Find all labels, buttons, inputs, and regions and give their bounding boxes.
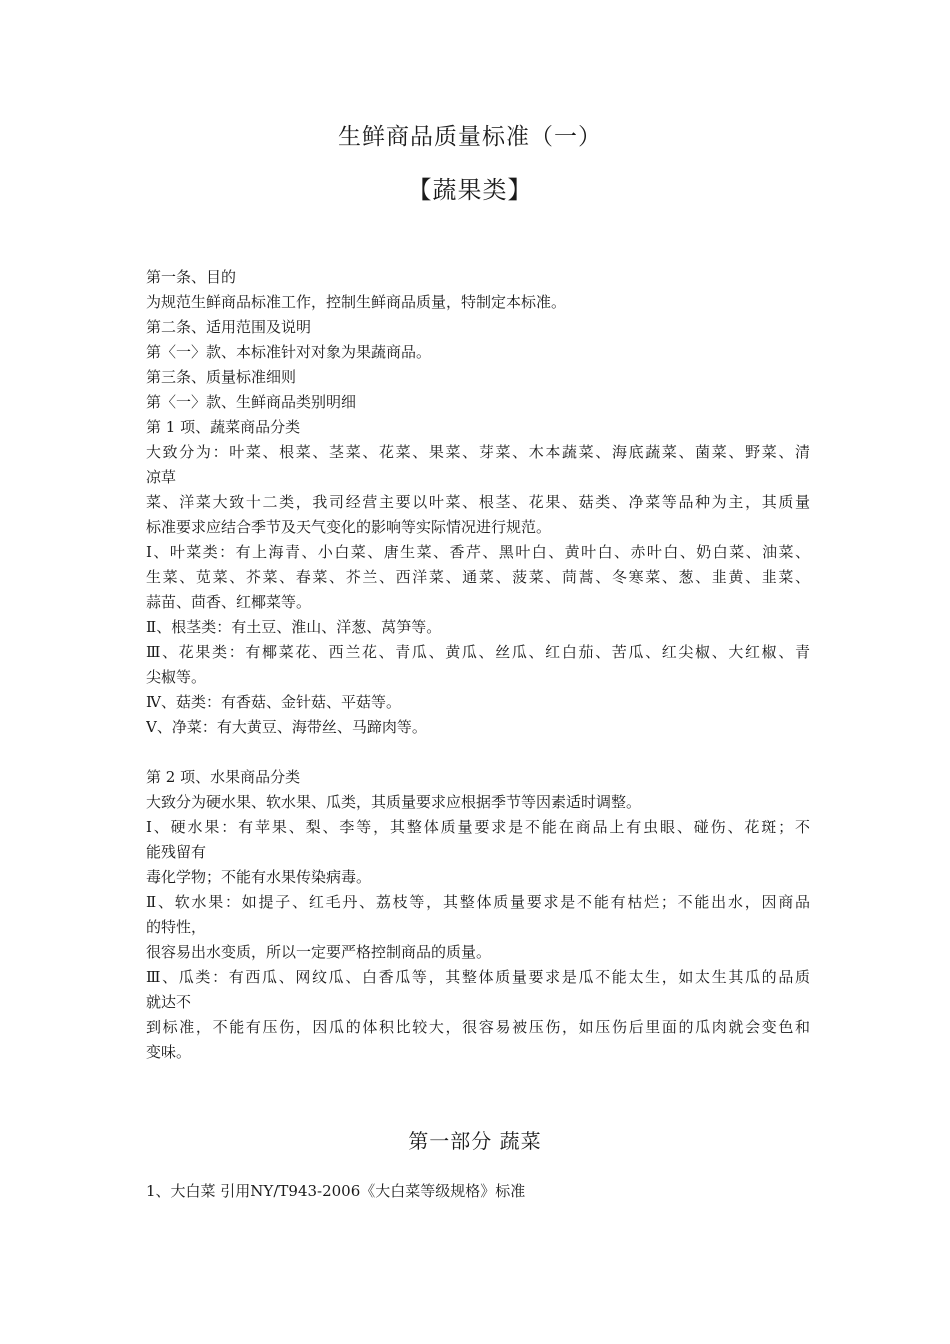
body-line: 毒化学物；不能有水果传染病毒。 (146, 868, 372, 886)
body-line: 第 2 项、水果商品分类 (146, 768, 301, 786)
document-title: 生鲜商品质量标准（一） (338, 124, 602, 150)
body-line: Ⅲ、瓜类：有西瓜、网纹瓜、白香瓜等，其整体质量要求是瓜不能太生，如太生其瓜的品质 (146, 968, 810, 986)
body-line: 菜、洋菜大致十二类，我司经营主要以叶菜、根茎、花果、菇类、净菜等品种为主，其质量 (146, 493, 810, 511)
body-line: 第一条、目的 (146, 268, 237, 286)
body-line: 到标准，不能有压伤，因瓜的体积比较大，很容易被压伤，如压伤后里面的瓜肉就会变色和 (146, 1018, 810, 1036)
body-line: Ⅰ、硬水果：有苹果、梨、李等，其整体质量要求是不能在商品上有虫眼、碰伤、花斑；不 (146, 818, 810, 836)
document-body (146, 265, 810, 1065)
body-line: 大致分为：叶菜、根菜、茎菜、花菜、果菜、芽菜、木本蔬菜、海底蔬菜、菌菜、野菜、清 (146, 443, 810, 461)
body-line: 标准要求应结合季节及天气变化的影响等实际情况进行规范。 (146, 518, 552, 536)
body-line: 第〈一〉款、本标准针对对象为果蔬商品。 (146, 343, 432, 361)
part-title: 第一部分 蔬菜 (408, 1129, 542, 1153)
body-line: 很容易出水变质，所以一定要严格控制商品的质量。 (146, 943, 492, 961)
body-line: 大致分为硬水果、软水果、瓜类，其质量要求应根据季节等因素适时调整。 (146, 793, 642, 811)
body-line: Ⅱ、根茎类：有土豆、淮山、洋葱、莴笋等。 (146, 618, 442, 636)
body-line: 第〈一〉款、生鲜商品类别明细 (146, 393, 357, 411)
body-line: 的特性， (146, 918, 207, 936)
document-subtitle: 【蔬果类】 (407, 176, 533, 204)
body-line: 能残留有 (146, 843, 207, 861)
body-line: 变味。 (146, 1043, 192, 1061)
first-item: 1、大白菜 引用NY/T943-2006《大白菜等级规格》标准 (146, 1182, 526, 1200)
body-line: Ⅳ、菇类：有香菇、金针菇、平菇等。 (146, 693, 401, 711)
body-line: 凉草 (146, 468, 177, 486)
body-line: 尖椒等。 (146, 668, 207, 686)
body-line: Ⅱ、软水果：如提子、红毛丹、荔枝等，其整体质量要求是不能有枯烂；不能出水，因商品 (146, 893, 810, 911)
body-line: Ⅴ、净菜：有大黄豆、海带丝、马蹄肉等。 (146, 718, 427, 736)
body-line: 为规范生鲜商品标准工作，控制生鲜商品质量，特制定本标准。 (146, 293, 567, 311)
body-line: Ⅰ、叶菜类：有上海青、小白菜、唐生菜、香芹、黑叶白、黄叶白、赤叶白、奶白菜、油菜、 (146, 543, 810, 561)
body-line: 生菜、苋菜、芥菜、春菜、芥兰、西洋菜、通菜、菠菜、茼蒿、冬寒菜、葱、韭黄、韭菜、 (146, 568, 810, 586)
blank-line (146, 740, 810, 765)
body-line: 第二条、适用范围及说明 (146, 318, 312, 336)
body-line: 蒜苗、茴香、红椰菜等。 (146, 593, 312, 611)
body-line: 第 1 项、蔬菜商品分类 (146, 418, 301, 436)
body-line: 就达不 (146, 993, 192, 1011)
body-line: 第三条、质量标准细则 (146, 368, 297, 386)
body-line: Ⅲ、花果类：有椰菜花、西兰花、青瓜、黄瓜、丝瓜、红白茄、苦瓜、红尖椒、大红椒、青 (146, 643, 810, 661)
